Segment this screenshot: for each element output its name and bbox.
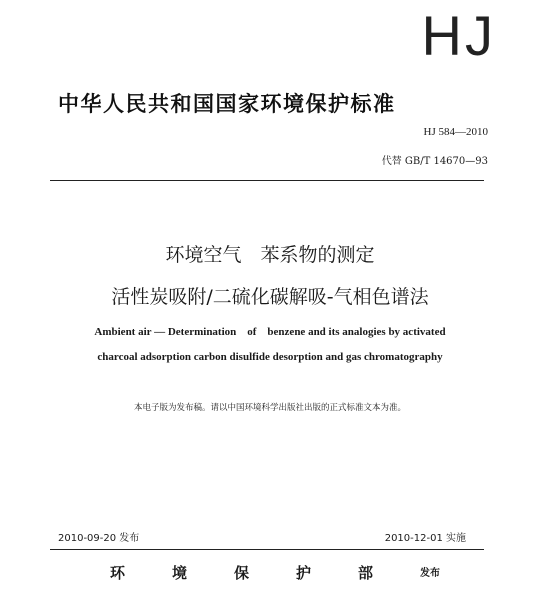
title-cn-line1: 环境空气 苯系物的测定 <box>165 244 375 266</box>
electronic-version-note: 本电子版为发布稿。请以中国环境科学出版社出版的正式标准文本为准。 <box>133 403 406 413</box>
implement-date: 2010-12-01 实施 <box>384 533 466 544</box>
publish-label: 发布 <box>420 568 440 579</box>
hj-logo: HJ <box>421 4 496 67</box>
title-en-line2: charcoal adsorption carbon disulfide desorption and gas chromatography <box>97 351 443 363</box>
title-en-line1: Ambient air — Determination of benzene and its analogies by activated <box>94 326 446 338</box>
header-divider <box>50 180 484 181</box>
org-char-1: 环 <box>110 564 126 582</box>
footer-divider <box>50 549 484 550</box>
org-char-2: 境 <box>172 564 188 582</box>
replaces-standard: 代替 GB/T 14670—93 <box>381 156 488 167</box>
standard-number: HJ 584—2010 <box>423 126 488 138</box>
national-standard-heading: 中华人民共和国国家环境保护标准 <box>58 92 396 116</box>
org-char-5: 部 <box>358 564 374 582</box>
issue-date: 2010-09-20 发布 <box>58 533 140 544</box>
title-cn-line2: 活性炭吸附/二硫化碳解吸-气相色谱法 <box>111 286 429 308</box>
org-char-3: 保 <box>234 564 250 582</box>
org-char-4: 护 <box>296 564 312 582</box>
